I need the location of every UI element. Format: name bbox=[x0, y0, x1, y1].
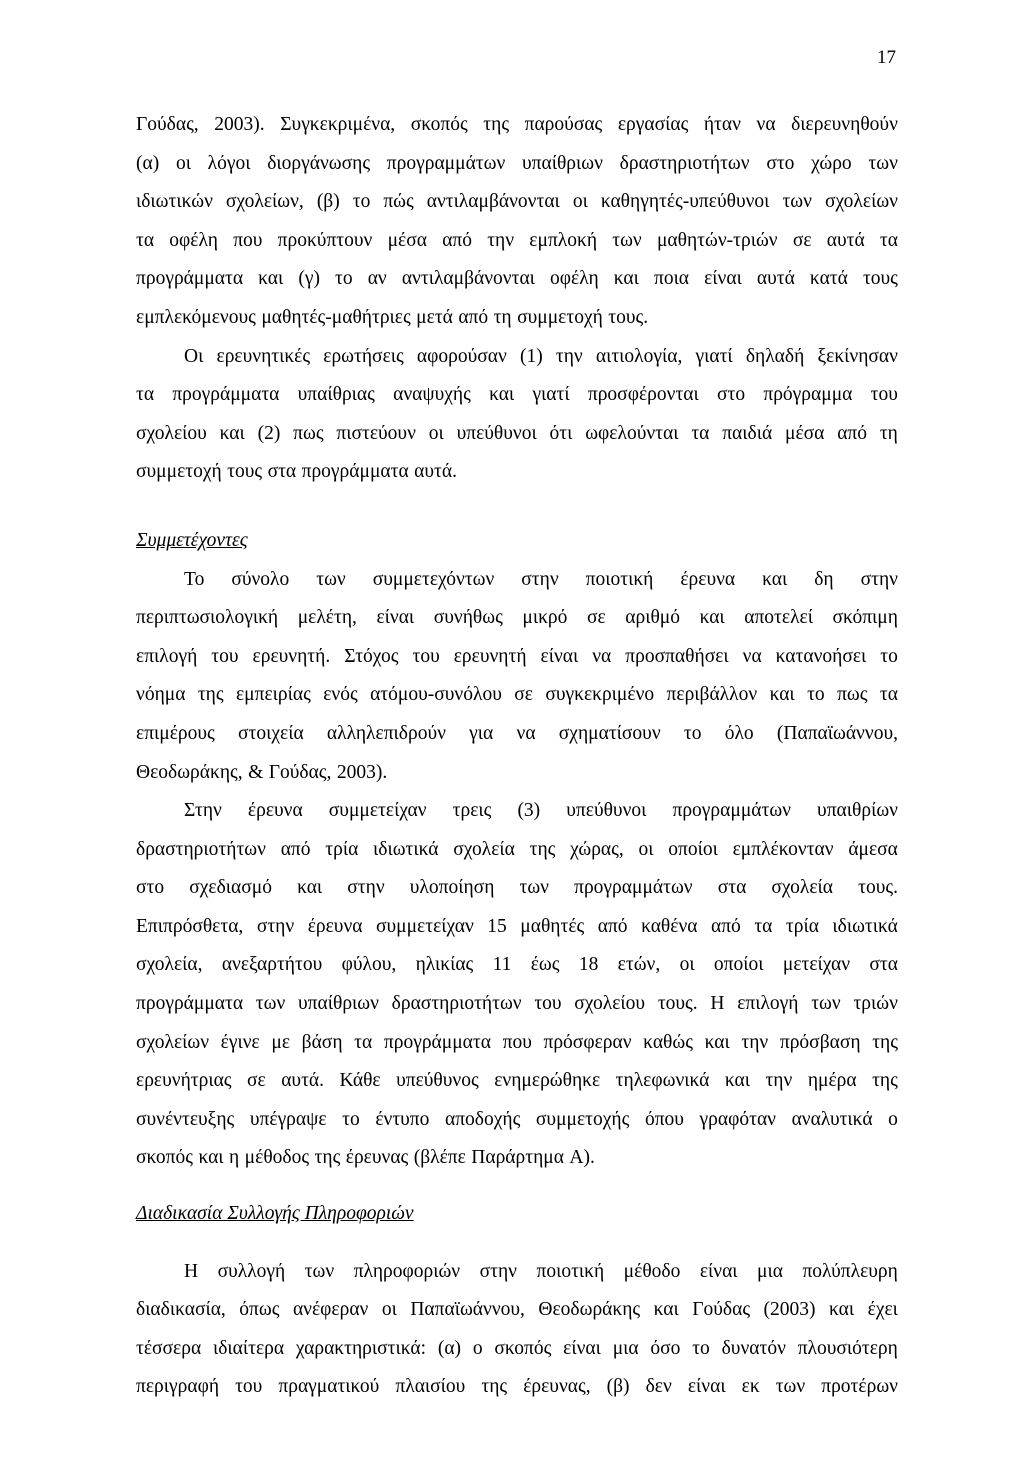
text-line: τα προγράμματα υπαίθριας αναψυχής και γιατί προσφέρονται στο πρόγραμμα του bbox=[136, 384, 898, 406]
text-line: τα οφέλη που προκύπτουν μέσα από την εμπλοκή των μαθητών-τριών σε αυτά τα bbox=[136, 229, 898, 251]
paragraph bbox=[136, 792, 898, 1178]
text-line: ερευνήτριας σε αυτά. Κάθε υπεύθυνος ενημερώθηκε τηλεφωνικά και την ημέρα της bbox=[136, 1070, 898, 1092]
text-line: Το σύνολο των συμμετεχόντων στην ποιοτική έρευνα και δη στην bbox=[184, 568, 898, 590]
text-line: Επιπρόσθετα, στην έρευνα συμμετείχαν 15 μαθητές από καθένα από τα τρία ιδιωτικά bbox=[136, 915, 898, 937]
text-line: τέσσερα ιδιαίτερα χαρακτηριστικά: (α) ο σκοπός είναι μια όσο το δυνατόν πλουσιότερη bbox=[136, 1337, 898, 1359]
text-line: Στην έρευνα συμμετείχαν τρεις (3) υπεύθυνοι προγραμμάτων υπαιθρίων bbox=[184, 800, 898, 822]
text-line: Γούδας, 2003). Συγκεκριμένα, σκοπός της παρούσας εργασίας ήταν να διερευνηθούν bbox=[136, 114, 898, 135]
page-number: 17 bbox=[877, 47, 896, 68]
paragraph bbox=[136, 1253, 898, 1407]
section-gap bbox=[136, 492, 898, 522]
text-line: ιδιωτικών σχολείων, (β) το πώς αντιλαμβάνονται οι καθηγητές-υπεύθυνοι των σχολείων bbox=[136, 191, 898, 213]
paragraph bbox=[136, 561, 898, 793]
text-line: διαδικασία, όπως ανέφεραν οι Παπαϊωάννου, Θεοδωράκης και Γούδας (2003) και έχει bbox=[136, 1299, 898, 1321]
text-line: συμμετοχή τους στα προγράμματα αυτά. bbox=[136, 461, 457, 483]
text-line: σκοπός και η μέθοδος της έρευνας (βλέπε Παράρτημα Α). bbox=[136, 1147, 595, 1169]
text-line: στο σχεδιασμό και στην υλοποίηση των προγραμμάτων στα σχολεία τους. bbox=[136, 877, 898, 899]
text-line: εμπλεκόμενους μαθητές-μαθήτριες μετά από τη συμμετοχή τους. bbox=[136, 306, 649, 328]
section-heading: Συμμετέχοντες bbox=[136, 529, 248, 551]
text-line: συνέντευξης υπέγραψε το έντυπο αποδοχής συμμετοχής όπου γραφόταν αναλυτικά ο bbox=[136, 1108, 898, 1130]
text-line: επιλογή του ερευνητή. Στόχος του ερευνητή είναι να προσπαθήσει να κατανοήσει το bbox=[136, 645, 898, 667]
text-line: περιγραφή του πραγματικού πλαισίου της έρευνας, (β) δεν είναι εκ των προτέρων bbox=[136, 1376, 898, 1398]
text-line: περιπτωσιολογική μελέτη, είναι συνήθως μικρό σε αριθμό και αποτελεί σκόπιμη bbox=[136, 607, 898, 629]
section-gap bbox=[136, 1234, 898, 1253]
section-gap bbox=[136, 1178, 898, 1195]
text-line: σχολείων έγινε με βάση τα προγράμματα που πρόσφεραν καθώς και την πρόσβαση της bbox=[136, 1031, 898, 1053]
text-line: σχολείου και (2) πως πιστεύουν οι υπεύθυνοι ότι ωφελούνται τα παιδιά μέσα από τη bbox=[136, 422, 898, 444]
paragraph bbox=[136, 106, 898, 338]
text-line: Η συλλογή των πληροφοριών στην ποιοτική μέθοδο είναι μια πολύπλευρη bbox=[184, 1260, 898, 1282]
text-line: Οι ερευνητικές ερωτήσεις αφορούσαν (1) την αιτιολογία, γιατί δηλαδή ξεκίνησαν bbox=[184, 345, 898, 367]
text-line: προγράμματα των υπαίθριων δραστηριοτήτων του σχολείου τους. Η επιλογή των τριών bbox=[136, 993, 898, 1015]
text-line: Θεοδωράκης, & Γούδας, 2003). bbox=[136, 761, 388, 783]
paragraph bbox=[136, 338, 898, 492]
text-line: επιμέρους στοιχεία αλληλεπιδρούν για να σχηματίσουν το όλο (Παπαϊωάννου, bbox=[136, 722, 898, 744]
document-body bbox=[136, 106, 898, 1407]
text-line: σχολεία, ανεξαρτήτου φύλου, ηλικίας 11 έως 18 ετών, οι οποίοι μετείχαν στα bbox=[136, 954, 898, 976]
text-line: νόημα της εμπειρίας ενός ατόμου-συνόλου σε συγκεκριμένο περιβάλλον και το πως τα bbox=[136, 684, 898, 706]
section-heading: Διαδικασία Συλλογής Πληροφοριών bbox=[136, 1203, 414, 1225]
text-line: (α) οι λόγοι διοργάνωσης προγραμμάτων υπαίθριων δραστηριοτήτων στο χώρο των bbox=[136, 152, 898, 174]
text-line: δραστηριοτήτων από τρία ιδιωτικά σχολεία της χώρας, οι οποίοι εμπλέκονταν άμεσα bbox=[136, 838, 898, 860]
text-line: προγράμματα και (γ) το αν αντιλαμβάνονται οφέλη και ποια είναι αυτά κατά τους bbox=[136, 268, 898, 290]
